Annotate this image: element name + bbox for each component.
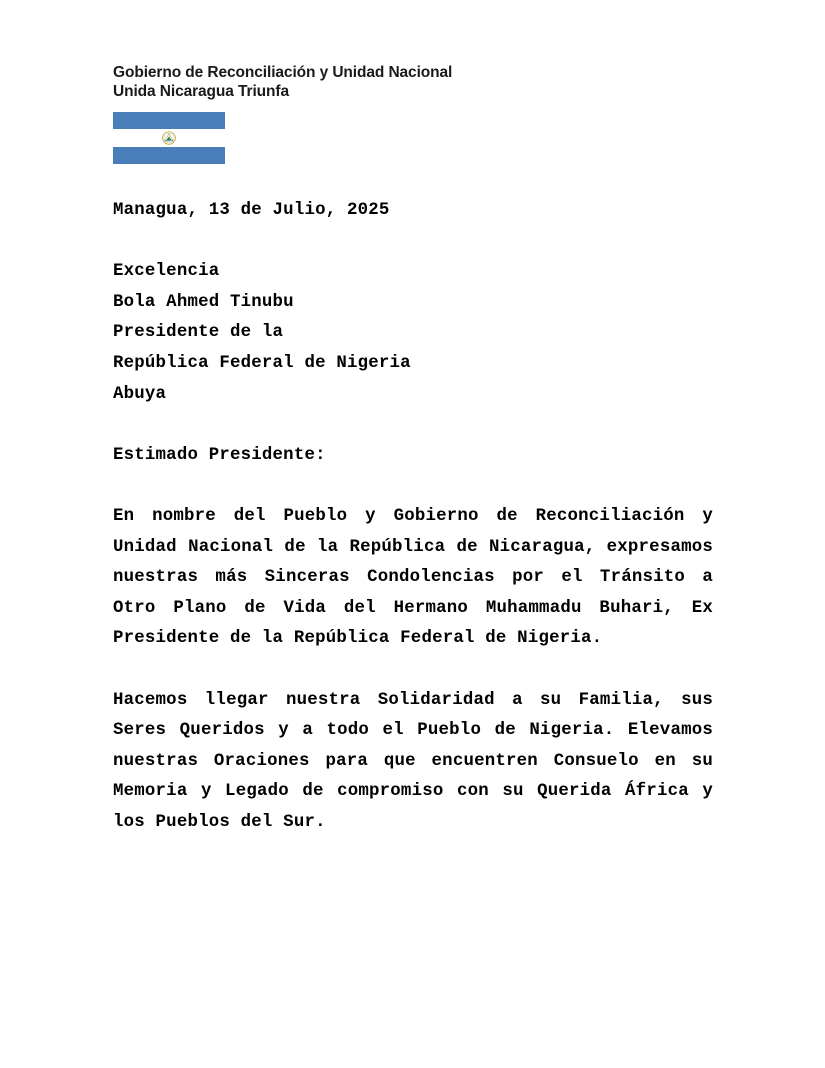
date-line: Managua, 13 de Julio, 2025: [113, 201, 390, 220]
spacer-after-salutation: [113, 471, 713, 502]
body-paragraph-1: En nombre del Pueblo y Gobierno de Reconciliación y Unidad Nacional de la República de Nicaragua, expresamos nuestras más Sinceras Condolencias por el Tránsito a Otro Plano de Vida del Hermano Muhammadu Buhari, Ex Presidente de la República Federal de Nigeria.: [113, 506, 713, 649]
letterhead-line-1: Gobierno de Reconciliación y Unidad Nacional: [113, 64, 453, 81]
salutation: Estimado Presidente:: [113, 445, 326, 465]
addressee-line-1: Excelencia: [113, 262, 220, 282]
addressee-line-3: Presidente de la: [113, 323, 284, 343]
spacer-after-addressee: [113, 410, 713, 441]
letterhead-line-2: Unida Nicaragua Triunfa: [113, 83, 289, 100]
flag-stripe-top: [113, 112, 225, 129]
nicaragua-coat-of-arms-icon: [158, 131, 180, 145]
spacer-between-paragraphs: [113, 655, 713, 686]
letter-body: [113, 196, 713, 838]
addressee-line-5: Abuya: [113, 384, 167, 404]
addressee-line-2: Bola Ahmed Tinubu: [113, 292, 294, 312]
addressee-line-4: República Federal de Nigeria: [113, 353, 411, 373]
addressee-block: [113, 257, 713, 410]
spacer-after-date: [113, 227, 713, 258]
nicaragua-flag: [113, 112, 225, 164]
flag-stripe-bottom: [113, 147, 225, 164]
letterhead: [113, 63, 733, 101]
body-paragraph-2: Hacemos llegar nuestra Solidaridad a su Familia, sus Seres Queridos y a todo el Pueblo de Nigeria. Elevamos nuestras Oraciones para que encuentren Consuelo en su Memoria y Legado de compromiso con su Querida África y los Pueblos del Sur.: [113, 690, 713, 832]
